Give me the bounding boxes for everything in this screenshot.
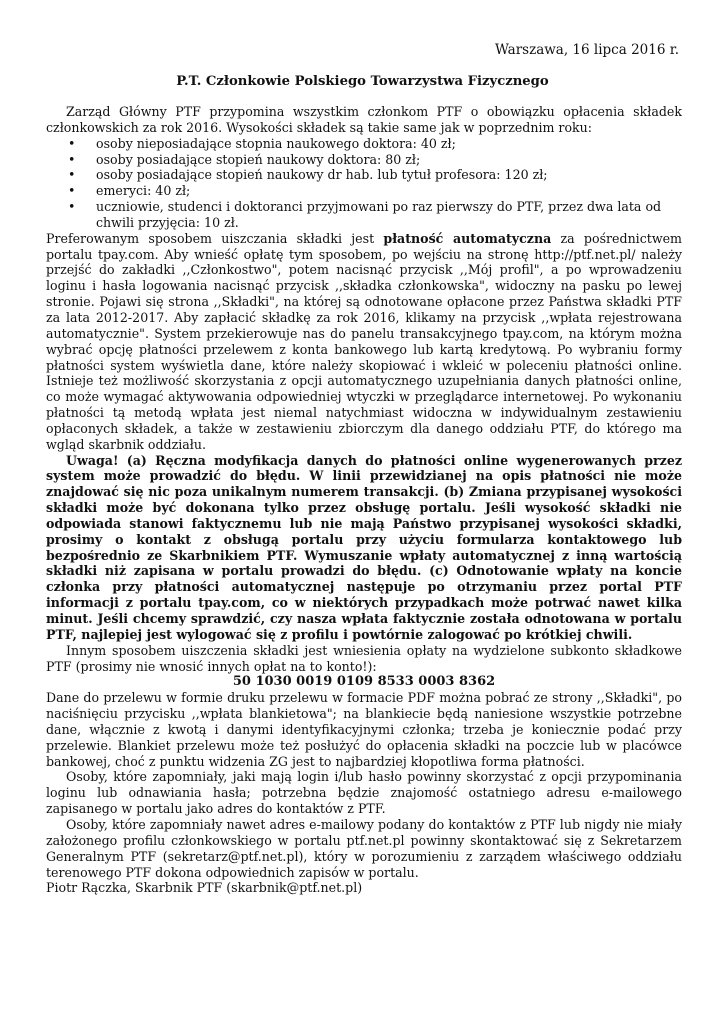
- letter-title: P.T. Członkowie Polskiego Towarzystwa Fizycznego: [176, 74, 549, 89]
- letter-body: [46, 104, 682, 896]
- warning-paragraph: [46, 453, 682, 643]
- fee-rates-list: [46, 136, 682, 231]
- bank-account-number: 50 1030 0019 0109 8533 0003 8362: [232, 674, 496, 690]
- forgot-login-paragraph: Osoby, które zapomniały, jaki mają login i/lub hasło powinny skorzystać z opcji przypominania loginu lub odnawiania hasła; potrzebna będzie znajomość ostatniego adresu e-mailowego zapisanego w portalu jako adres do kontaktów z PTF.: [46, 769, 682, 817]
- automatic-payment-emphasis: płatność automatyczna: [383, 230, 552, 246]
- preferred-text-rest: za pośrednictwem portalu tpay.com. Aby wnieść opłatę tym sposobem, po wejściu na stronę http://ptf.net.pl/ należy przejść do zakładki ,,Członkostwo", potem nacisnąć przycisk ,,Mój profil", a po wprowadzeniu loginu i hasła logowania nacisnąć przycisk ,,składka członkowska", widoczny na pasku po lewej stronie. Pojawi się strona ,,Składki", na której są odnotowane opłacone przez Państwa składki PTF za lata 2012-2017. Aby zapłacić składkę za rok 2016, klikamy na przycisk ,,wpłata rejestrowana automatycznie". System przekierowuje nas do panelu transakcyjnego tpay.com, na którym można wybrać opcję płatności przelewem z konta bankowego lub kartą kredytową. Po wybraniu formy płatności system wyświetla dane, które należy skopiować i wkleić w poleceniu płatności online. Istnieje też możliwość skorzystania z opcji automatycznego uzupełniania danych płatności online, co może wymagać aktywowania odpowiedniej wtyczki w przeglądarce internetowej. Po wykonaniu płatności tą metodą wpłata jest niemal natychmiast widoczna w indywidualnym zestawieniu opłaconych składek, a także w zestawieniu zbiorczym dla danego oddziału PTF, do którego ma wgląd skarbnik oddziału.: [46, 230, 682, 452]
- preferred-text-start: Preferowanym sposobem uiszczania składki jest: [46, 230, 384, 246]
- warning-text: Uwaga! (a) Ręczna modyfikacja danych do płatności online wygenerowanych przez system może prowadzić do błędu. W linii przewidzianej na opis płatności nie może znajdować się nic poza unikalnym numerem transakcji. (b) Zmiana przypisanej wysokości składki może być dokonana tylko przez obsługę portalu. Jeśli wysokość składki nie odpowiada stanowi faktycznemu lub nie mają Państwo przypisanej wysokości składki, prosimy o kontakt z obsługą portalu przy użyciu formularza kontaktowego lub bezpośrednio ze Skarbnikiem PTF. Wymuszanie wpłaty automatycznej z inną wartością składki niż zapisana w portalu prowadzi do błędu. (c) Odnotowanie wpłaty na koncie członka przy płatności automatycznej następuje po otrzymaniu przez portal PTF informacji z portalu tpay.com, co w niektórych przypadkach może potrwać nawet kilka minut. Jeśli chcemy sprawdzić, czy nasza wpłata faktycznie została odnotowana w portalu PTF, najlepiej jest wylogować się z profilu i powtórnie zalogować po krótkiej chwili.: [46, 452, 682, 642]
- list-item: • osoby posiadające stopień naukowy doktora: 80 zł;: [96, 152, 682, 168]
- list-item: • osoby nieposiadające stopnia naukowego doktora: 40 zł;: [96, 136, 682, 152]
- transfer-info-paragraph: Dane do przelewu w formie druku przelewu w formacie PDF można pobrać ze strony ,,Składki", po naciśnięciu przycisku ,,wpłata blankietowa"; na blankiecie będą naniesione wszystkie potrzebne dane, włącznie z kwotą i danymi identyfikacyjnymi członka; trzeba je koniecznie podać przy przelewie. Blankiet przelewu może też posłużyć do opłacenia składki na poczcie lub w placówce bankowej, choć z punktu widzenia ZG jest to najbardziej kłopotliwa forma płatności.: [46, 690, 682, 769]
- letter-date: Warszawa, 16 lipca 2016 r.: [494, 42, 679, 58]
- list-item: • uczniowie, studenci i doktoranci przyjmowani po raz pierwszy do PTF, przez dwa lata od chwili przyjęcia: 10 zł.: [96, 199, 682, 231]
- forgot-email-paragraph: Osoby, które zapomniały nawet adres e-mailowy podany do kontaktów z PTF lub nigdy nie miały założonego profilu członkowskiego w portalu ptf.net.pl powinny skontaktować się z Sekretarzem Generalnym PTF (sekretarz@ptf.net.pl), który w porozumieniu z zarządem właściwego oddziału terenowego PTF dokona odpowiednich zapisów w portalu.: [46, 816, 682, 880]
- alternative-payment-paragraph: Innym sposobem uiszczenia składki jest wniesienia opłaty na wydzielone subkonto składkowe PTF (prosimy nie wnosić innych opłat na to konto!):: [46, 642, 682, 674]
- intro-paragraph: Zarząd Główny PTF przypomina wszystkim członkom PTF o obowiązku opłacenia składek członkowskich za rok 2016. Wysokości składek są takie same jak w poprzednim roku:: [46, 104, 682, 135]
- list-item: • osoby posiadające stopień naukowy dr hab. lub tytuł profesora: 120 zł;: [96, 167, 682, 183]
- signature: Piotr Rączka, Skarbnik PTF (skarbnik@ptf.net.pl): [46, 880, 363, 896]
- list-item: • emeryci: 40 zł;: [96, 183, 682, 199]
- preferred-payment-paragraph: [46, 231, 682, 453]
